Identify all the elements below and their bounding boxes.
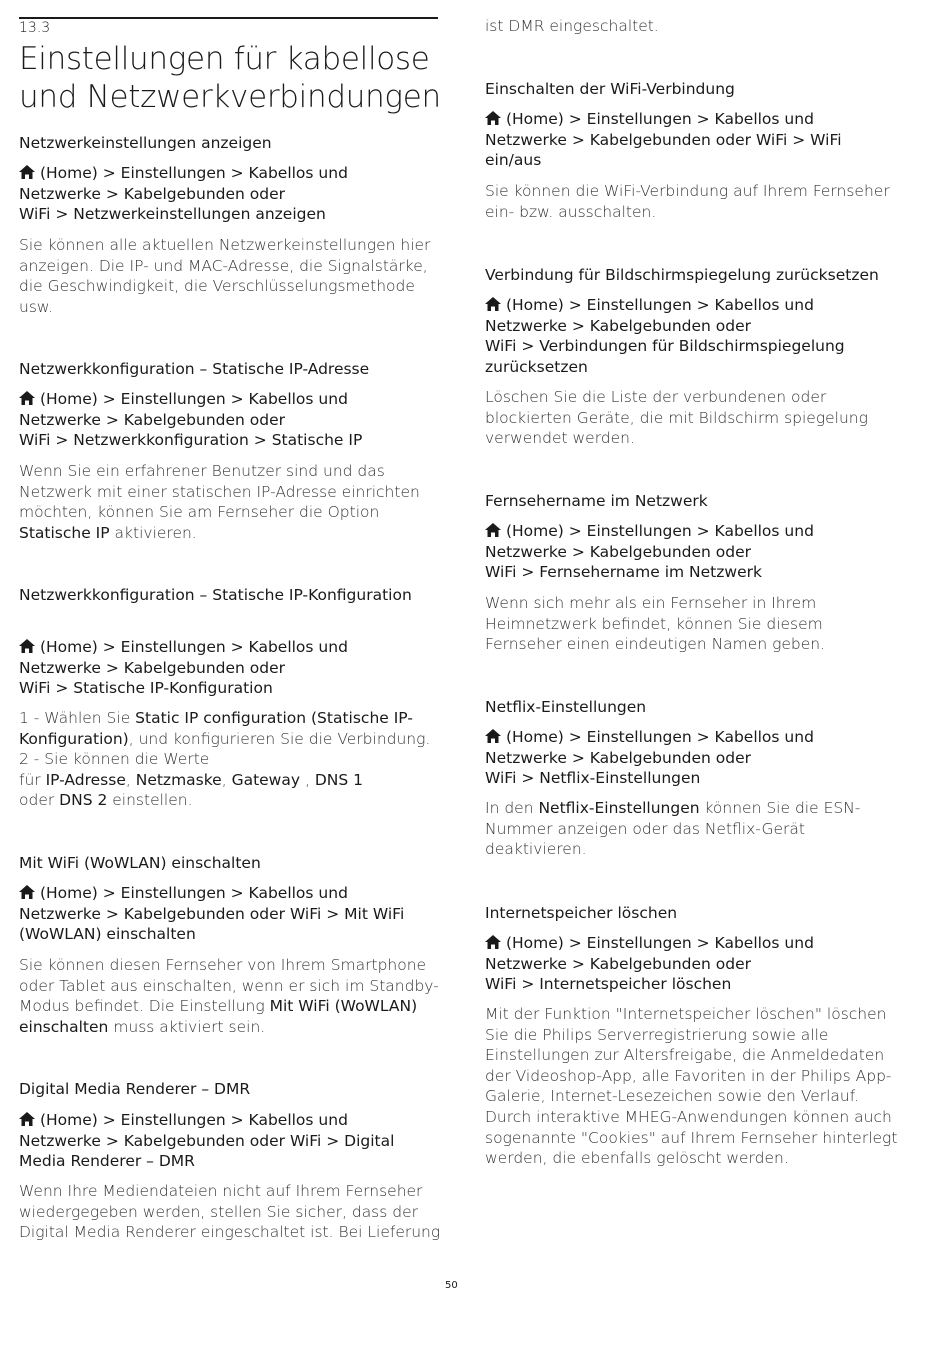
heading-internetspeicher: Internetspeicher löschen [485,904,678,922]
header-rule [19,17,438,19]
heading-wowlan: Mit WiFi (WoWLAN) einschalten [19,854,261,872]
paragraph: Sie können alle aktuellen Netzwerkeinstellungen hier anzeigen. Die IP- und MAC-Adresse, die Signalstärke, die Geschwindigkeit, die Verschlüsselungsmethode usw. [19,236,431,316]
heading-fernsehername: Fernsehername im Netzwerk [485,492,708,510]
heading-statische-ip-adresse: Netzwerkkonfiguration – Statische IP-Adresse [19,360,370,378]
home-icon [19,165,35,179]
paragraph: In den Netflix-Einstellungen können Sie die ESN- Nummer anzeigen oder das Netflix-Gerät deaktivieren. [485,799,861,859]
page-title [19,40,449,116]
home-icon [485,297,501,311]
menu-path: (Home) > Einstellungen > Kabellos und Netzwerke > Kabelgebunden oder WiFi > Netzwerkeinstellungen anzeigen [19,164,348,224]
paragraph: 1 - Wählen Sie Static IP configuration (Statische IP- Konfiguration), und konfigurieren Sie die Verbindung. 2 - Sie können die Werte für IP-Adresse, Netzmaske, Gateway , DNS 1 oder DNS 2 einstellen. [19,709,431,810]
home-icon [19,639,35,653]
home-icon [485,111,501,125]
paragraph: Wenn Ihre Mediendateien nicht auf Ihrem Fernseher wiedergegeben werden, stellen Sie sicher, dass der Digital Media Renderer eingeschaltet ist. Bei Lieferung [19,1182,441,1242]
heading-bildschirmspiegelung: Verbindung für Bildschirmspiegelung zurücksetzen [485,266,879,284]
title-line: und Netzwerkverbindungen [19,79,441,115]
paragraph: Wenn Sie ein erfahrener Benutzer sind und das Netzwerk mit einer statischen IP-Adresse einrichten möchten, können Sie am Fernseher die Option Statische IP aktivieren. [19,462,420,542]
home-icon [485,523,501,537]
home-icon [19,1112,35,1126]
home-icon [485,729,501,743]
menu-path: (Home) > Einstellungen > Kabellos und Netzwerke > Kabelgebunden oder WiFi > Statische IP-Konfiguration [19,638,348,698]
menu-path: (Home) > Einstellungen > Kabellos und Netzwerke > Kabelgebunden oder WiFi > Verbindungen für Bildschirmspiegelung zurücksetzen [485,296,845,376]
menu-path: (Home) > Einstellungen > Kabellos und Netzwerke > Kabelgebunden oder WiFi > Internetspeicher löschen [485,934,814,994]
paragraph: Sie können diesen Fernseher von Ihrem Smartphone oder Tablet aus einschalten, wenn er sich im Standby- Modus befindet. Die Einstellung Mit WiFi (WoWLAN) einschalten muss aktiviert sein. [19,956,439,1036]
menu-path: (Home) > Einstellungen > Kabellos und Netzwerke > Kabelgebunden oder WiFi > WiFi ein/aus [485,110,842,170]
paragraph: Löschen Sie die Liste der verbundenen oder blockierten Geräte, die mit Bildschirm spiegelung verwendet werden. [485,388,868,448]
menu-path: (Home) > Einstellungen > Kabellos und Netzwerke > Kabelgebunden oder WiFi > Mit WiFi (WoWLAN) einschalten [19,884,405,944]
paragraph: Sie können die WiFi-Verbindung auf Ihrem Fernseher ein- bzw. ausschalten. [485,182,890,221]
heading-statische-ip-konfiguration: Netzwerkkonfiguration – Statische IP-Konfiguration [19,586,412,604]
title-line: Einstellungen für kabellose [19,41,430,77]
paragraph: Mit der Funktion "Internetspeicher löschen" löschen Sie die Philips Serverregistrierung sowie alle Einstellungen zur Altersfreigabe, die Anmeldedaten der Videoshop-App, alle Favoriten in der Philips App- Galerie, Internet-Lesezeichen sowie den Verlauf. Durch interaktive MHEG-Anwendungen können auch sogenannte "Cookies" auf Ihrem Fernseher hinterlegt werden, die ebenfalls gelöscht werden. [485,1005,898,1168]
paragraph: Wenn sich mehr als ein Fernseher in Ihrem Heimnetzwerk befindet, können Sie diesem Fernseher einen eindeutigen Namen geben. [485,594,826,654]
heading-dmr: Digital Media Renderer – DMR [19,1080,251,1098]
home-icon [485,935,501,949]
menu-path: (Home) > Einstellungen > Kabellos und Netzwerke > Kabelgebunden oder WiFi > Netflix-Einstellungen [485,728,814,788]
heading-wifi-verbindung: Einschalten der WiFi-Verbindung [485,80,735,98]
page-number: 50 [445,1280,458,1291]
heading-netflix: Netflix-Einstellungen [485,698,647,716]
menu-path: (Home) > Einstellungen > Kabellos und Netzwerke > Kabelgebunden oder WiFi > Netzwerkkonfiguration > Statische IP [19,390,363,450]
home-icon [19,391,35,405]
paragraph-continued: ist DMR eingeschaltet. [485,17,659,35]
menu-path: (Home) > Einstellungen > Kabellos und Netzwerke > Kabelgebunden oder WiFi > Digital Media Renderer – DMR [19,1111,395,1171]
menu-path: (Home) > Einstellungen > Kabellos und Netzwerke > Kabelgebunden oder WiFi > Fernsehername im Netzwerk [485,522,814,582]
home-icon [19,885,35,899]
heading-netzwerkeinstellungen: Netzwerkeinstellungen anzeigen [19,134,272,152]
section-number: 13.3 [19,20,51,36]
